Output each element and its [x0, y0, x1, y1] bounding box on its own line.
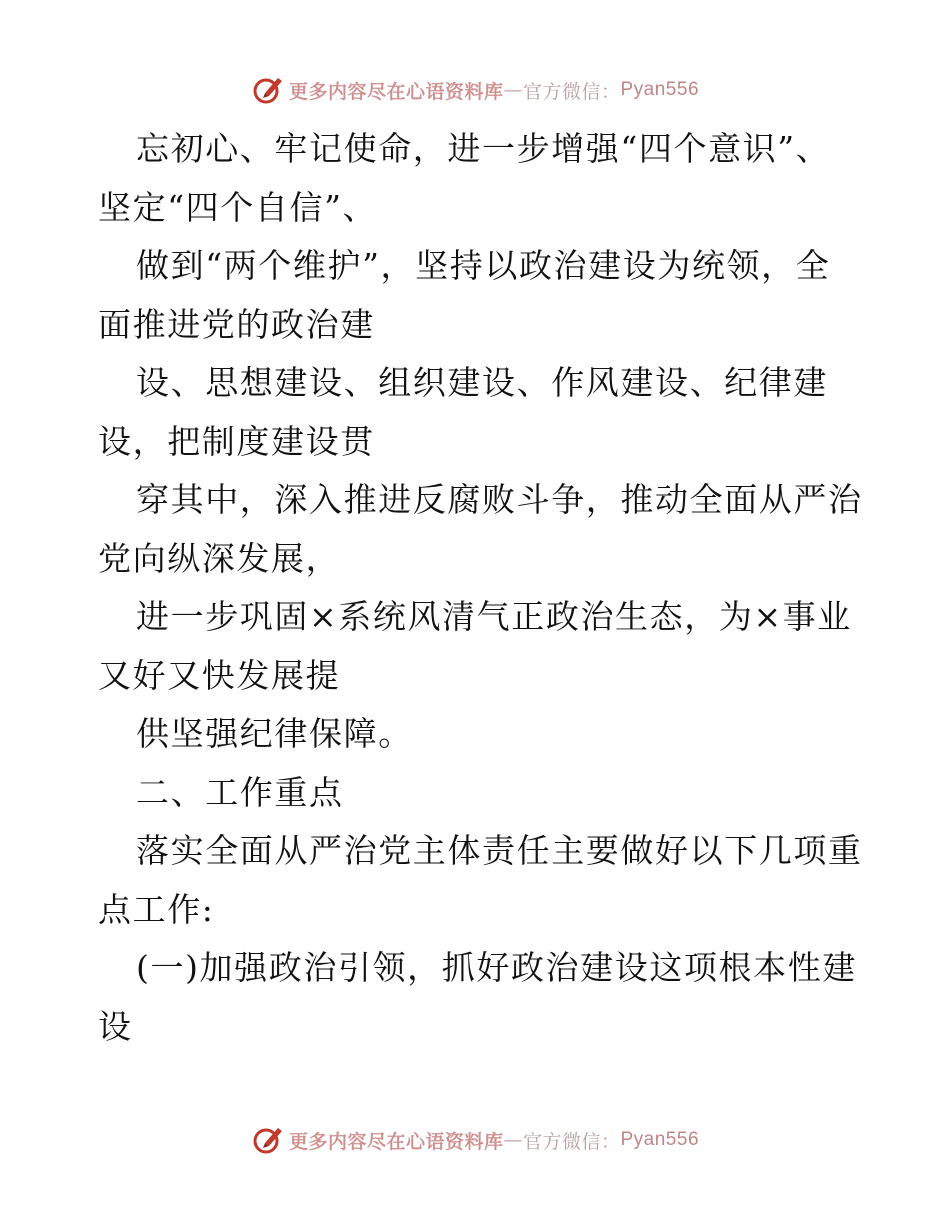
pen-logo-icon: [251, 1123, 285, 1157]
watermark-wechat-label: 官方微信：: [522, 80, 621, 103]
text-line: 落实全面从严治党主体责任主要做好以下几项重: [136, 831, 863, 870]
subsection-heading: (一)加强政治引领，抓好政治建设这项根本性建: [136, 948, 857, 987]
watermark-wechat-id: Pyan556: [620, 1129, 700, 1150]
pen-logo-icon: [251, 73, 285, 107]
text-line: 做到“两个维护”，坚持以政治建设为统领，全: [136, 246, 831, 285]
text-line: 又好又快发展提: [98, 655, 341, 695]
watermark-dash: —: [503, 79, 523, 101]
watermark-text: 更多内容尽在心语资料库: [288, 80, 504, 103]
text-line: 设，把制度建设贯: [98, 421, 375, 461]
watermark-wechat-label: 官方微信：: [522, 1130, 621, 1153]
text-line: 党向纵深发展，: [98, 538, 341, 578]
watermark-wechat-id: Pyan556: [620, 79, 700, 100]
text-line: 进一步巩固×系统风清气正政治生态，为×事业: [136, 597, 852, 636]
text-line: 忘初心、牢记使命，进一步增强“四个意识”、: [136, 129, 831, 168]
text-line: 设、思想建设、组织建设、作风建设、纪律建: [136, 363, 828, 402]
text-line: 供坚强纪律保障。: [136, 714, 413, 753]
text-line: 面推进党的政治建: [98, 304, 375, 344]
text-line: 坚定“四个自信”、: [98, 187, 378, 227]
header-watermark: [0, 70, 950, 110]
watermark-text: 更多内容尽在心语资料库: [288, 1130, 504, 1153]
section-heading: 二、工作重点: [136, 772, 344, 812]
document-body: [98, 120, 863, 1056]
watermark-dash: —: [503, 1129, 523, 1151]
text-line: 穿其中，深入推进反腐败斗争，推动全面从严治: [136, 480, 863, 519]
text-line: 点工作:: [98, 889, 215, 929]
text-line: 设: [98, 1006, 133, 1046]
footer-watermark: [0, 1120, 950, 1160]
